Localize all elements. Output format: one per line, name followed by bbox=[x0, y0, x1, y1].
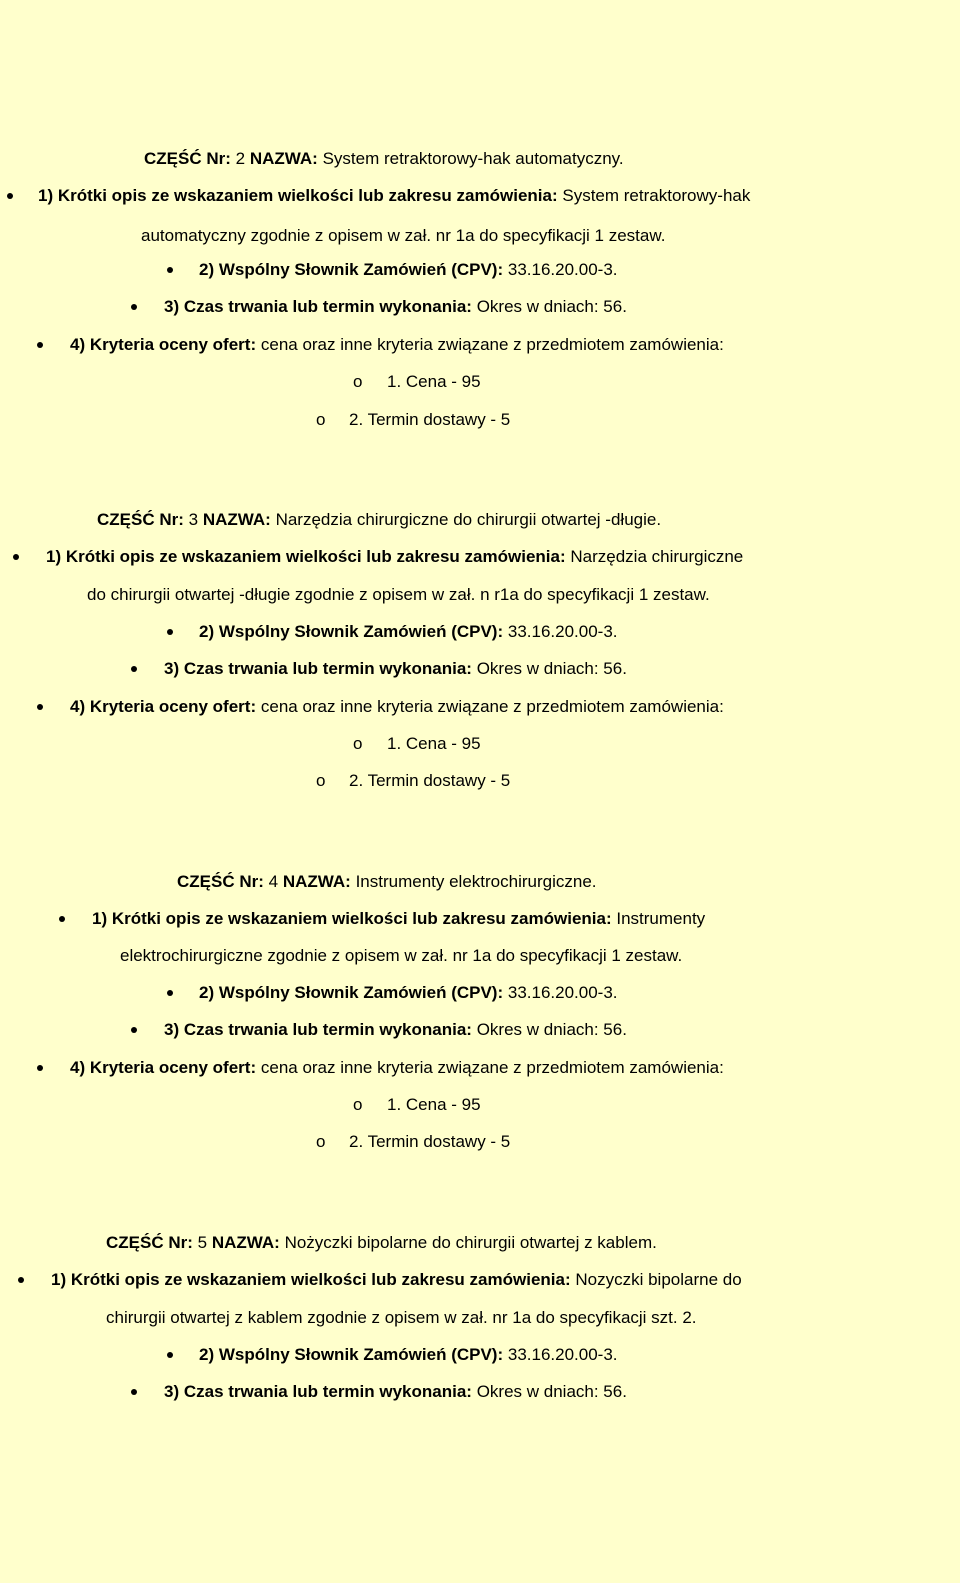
cpv-item bbox=[199, 260, 618, 280]
criterion-price: 1. Cena - 95 bbox=[387, 1095, 481, 1114]
part-heading bbox=[177, 872, 597, 892]
duration-label: 3) Czas trwania lub termin wykonania: bbox=[164, 659, 472, 678]
description-label: 1) Krótki opis ze wskazaniem wielkości lub zakresu zamówienia: bbox=[51, 1270, 571, 1289]
criteria-item bbox=[70, 697, 724, 717]
criteria-label: 4) Kryteria oceny ofert: bbox=[70, 1058, 257, 1077]
circle-bullet-icon: o bbox=[316, 771, 326, 790]
bullet-icon bbox=[59, 916, 65, 922]
part-number-label: CZĘŚĆ Nr: bbox=[144, 149, 231, 168]
criterion-delivery: 2. Termin dostawy - 5 bbox=[349, 410, 511, 429]
circle-bullet-icon: o bbox=[353, 1095, 363, 1114]
bullet-icon bbox=[167, 990, 173, 996]
duration-item bbox=[164, 1382, 627, 1402]
part-name-label: NAZWA: bbox=[211, 1233, 280, 1252]
part-name-label: NAZWA: bbox=[202, 510, 271, 529]
duration-label: 3) Czas trwania lub termin wykonania: bbox=[164, 1020, 472, 1039]
cpv-label: 2) Wspólny Słownik Zamówień (CPV): bbox=[199, 260, 504, 279]
duration-value: Okres w dniach: 56. bbox=[476, 1382, 627, 1401]
description-text: Instrumenty bbox=[616, 909, 706, 928]
criterion-price: 1. Cena - 95 bbox=[387, 734, 481, 753]
description-label: 1) Krótki opis ze wskazaniem wielkości lub zakresu zamówienia: bbox=[46, 547, 566, 566]
criterion-delivery: 2. Termin dostawy - 5 bbox=[349, 1132, 511, 1151]
description-label: 1) Krótki opis ze wskazaniem wielkości lub zakresu zamówienia: bbox=[38, 186, 558, 205]
criteria-text: cena oraz inne kryteria związane z przedmiotem zamówienia: bbox=[260, 335, 724, 354]
cpv-code: 33.16.20.00-3. bbox=[507, 260, 618, 279]
description-text-continued: do chirurgii otwartej -długie zgodnie z opisem w zał. n r1a do specyfikacji 1 zestaw. bbox=[87, 585, 710, 604]
description-item bbox=[51, 1270, 742, 1290]
criteria-item bbox=[70, 335, 724, 355]
duration-label: 3) Czas trwania lub termin wykonania: bbox=[164, 1382, 472, 1401]
bullet-icon bbox=[18, 1277, 24, 1283]
cpv-code: 33.16.20.00-3. bbox=[507, 1345, 618, 1364]
criteria-text: cena oraz inne kryteria związane z przedmiotem zamówienia: bbox=[260, 697, 724, 716]
part-name: Instrumenty elektrochirurgiczne. bbox=[355, 872, 597, 891]
criteria-label: 4) Kryteria oceny ofert: bbox=[70, 335, 257, 354]
duration-item bbox=[164, 1020, 627, 1040]
circle-bullet-icon: o bbox=[316, 1132, 326, 1151]
part-number: 3 bbox=[188, 510, 199, 529]
part-number-label: CZĘŚĆ Nr: bbox=[106, 1233, 193, 1252]
part-name-label: NAZWA: bbox=[249, 149, 318, 168]
cpv-code: 33.16.20.00-3. bbox=[507, 622, 618, 641]
duration-value: Okres w dniach: 56. bbox=[476, 297, 627, 316]
description-text: System retraktorowy-hak bbox=[562, 186, 751, 205]
duration-item bbox=[164, 659, 627, 679]
description-item bbox=[92, 909, 705, 929]
criteria-item bbox=[70, 1058, 724, 1078]
cpv-label: 2) Wspólny Słownik Zamówień (CPV): bbox=[199, 983, 504, 1002]
cpv-code: 33.16.20.00-3. bbox=[507, 983, 618, 1002]
duration-value: Okres w dniach: 56. bbox=[476, 1020, 627, 1039]
duration-label: 3) Czas trwania lub termin wykonania: bbox=[164, 297, 472, 316]
cpv-item bbox=[199, 983, 618, 1003]
bullet-icon bbox=[13, 554, 19, 560]
criterion-delivery: 2. Termin dostawy - 5 bbox=[349, 771, 511, 790]
part-heading bbox=[97, 510, 661, 530]
description-item bbox=[46, 547, 743, 567]
description-item bbox=[38, 186, 750, 206]
circle-bullet-icon: o bbox=[316, 410, 326, 429]
duration-item bbox=[164, 297, 627, 317]
bullet-icon bbox=[131, 1389, 137, 1395]
criteria-label: 4) Kryteria oceny ofert: bbox=[70, 697, 257, 716]
description-text: Nozyczki bipolarne do bbox=[575, 1270, 742, 1289]
bullet-icon bbox=[37, 342, 43, 348]
part-number-label: CZĘŚĆ Nr: bbox=[177, 872, 264, 891]
circle-bullet-icon: o bbox=[353, 372, 363, 391]
description-text-continued: automatyczny zgodnie z opisem w zał. nr 1a do specyfikacji 1 zestaw. bbox=[141, 226, 666, 245]
cpv-item bbox=[199, 622, 618, 642]
cpv-item bbox=[199, 1345, 618, 1365]
bullet-icon bbox=[131, 1027, 137, 1033]
part-number: 5 bbox=[197, 1233, 208, 1252]
cpv-label: 2) Wspólny Słownik Zamówień (CPV): bbox=[199, 1345, 504, 1364]
bullet-icon bbox=[7, 193, 13, 199]
part-heading bbox=[144, 149, 624, 169]
part-heading bbox=[106, 1233, 657, 1253]
part-name-label: NAZWA: bbox=[282, 872, 351, 891]
part-name: Narzędzia chirurgiczne do chirurgii otwartej -długie. bbox=[275, 510, 662, 529]
bullet-icon bbox=[167, 1352, 173, 1358]
cpv-label: 2) Wspólny Słownik Zamówień (CPV): bbox=[199, 622, 504, 641]
part-number: 2 bbox=[235, 149, 246, 168]
bullet-icon bbox=[167, 629, 173, 635]
duration-value: Okres w dniach: 56. bbox=[476, 659, 627, 678]
bullet-icon bbox=[37, 704, 43, 710]
bullet-icon bbox=[131, 304, 137, 310]
description-text-continued: chirurgii otwartej z kablem zgodnie z opisem w zał. nr 1a do specyfikacji szt. 2. bbox=[106, 1308, 697, 1327]
description-label: 1) Krótki opis ze wskazaniem wielkości lub zakresu zamówienia: bbox=[92, 909, 612, 928]
bullet-icon bbox=[167, 267, 173, 273]
bullet-icon bbox=[37, 1065, 43, 1071]
criterion-price: 1. Cena - 95 bbox=[387, 372, 481, 391]
criteria-text: cena oraz inne kryteria związane z przedmiotem zamówienia: bbox=[260, 1058, 724, 1077]
part-name: Nożyczki bipolarne do chirurgii otwartej z kablem. bbox=[284, 1233, 657, 1252]
description-text-continued: elektrochirurgiczne zgodnie z opisem w zał. nr 1a do specyfikacji 1 zestaw. bbox=[120, 946, 683, 965]
description-text: Narzędzia chirurgiczne bbox=[570, 547, 744, 566]
bullet-icon bbox=[131, 666, 137, 672]
circle-bullet-icon: o bbox=[353, 734, 363, 753]
part-number-label: CZĘŚĆ Nr: bbox=[97, 510, 184, 529]
part-number: 4 bbox=[268, 872, 279, 891]
part-name: System retraktorowy-hak automatyczny. bbox=[322, 149, 624, 168]
